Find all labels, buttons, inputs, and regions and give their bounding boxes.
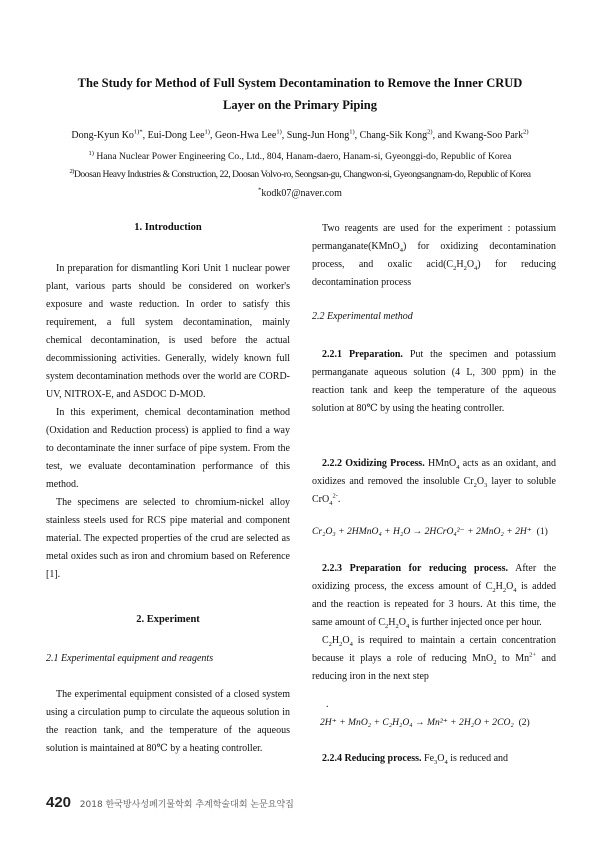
author-affiliation-mark: 1) [204,128,210,136]
text-run: is required to maintain a certain concentration because it plays a role of reducing MnO [312,635,556,664]
reagents-paragraph [312,220,556,292]
page-number: 420 [46,794,72,811]
introduction-body [46,260,290,584]
subscript: 4 [474,265,478,272]
subscript: 4 [513,587,517,594]
experiment-heading: 2. Experiment [136,614,200,625]
text-run: Fe [421,753,435,764]
run-in-heading: 2.2.3 Preparation for reducing process. [322,563,509,574]
subscript: 2 [463,265,467,272]
author-name: Dong-Kyun Ko [71,130,134,141]
reducing-process-text [312,750,556,768]
text-run: ) for oxidizing decontamination process, and oxalic acid(C [312,241,556,270]
affiliation-1 [20,150,580,164]
run-in-heading: 2.2.2 Oxidizing Process. [322,458,425,469]
reducing-prep-paragraph [312,560,556,686]
preparation-text [312,346,556,418]
text-run: O [342,635,350,646]
introduction-heading: 1. Introduction [134,222,202,233]
paper-title [40,72,560,116]
subscript: 2 [453,265,457,272]
subscript: 2 [493,659,497,666]
reducing-process-paragraph [312,750,556,768]
subscript: 4 [399,247,403,254]
text-run: is reduced and [447,753,509,764]
author-name: , Sung-Jun Hong [281,130,350,141]
author-name: , and Kwang-Soo Park [432,130,524,141]
text-run: O [506,581,514,592]
author-affiliation-mark: 1)* [133,128,143,136]
run-in-heading: 2.2.1 Preparation. [322,349,403,360]
equation-text: Cr₂O₃ + 2HMnO₄ + H₂O → 2HCrO₄²⁻ + 2MnO₂ + 2H⁺ [312,526,532,537]
text-run: H [456,259,464,270]
subscript: 2 [328,641,332,648]
subscript: 4 [406,623,410,630]
reducing-prep-text [312,560,556,632]
subscript: 2 [339,641,343,648]
subscript: 4 [349,641,353,648]
author-affiliation-mark: 2) [427,128,433,136]
subsection-2-2: 2.2 Experimental method [312,311,413,322]
text-run: layer to soluble CrO [312,476,556,505]
text-run: C [322,635,329,646]
affiliation-text: Hana Nuclear Power Engineering Co., Ltd., 804, Hanam-daero, Hanam-si, Gyeonggi-do, Republic of Korea [93,151,512,162]
corresponding-mark: * [258,186,262,194]
subsection-2-1: 2.1 Experimental equipment and reagents [46,653,214,664]
conference-name: 2018 한국방사성폐기물학회 추계학술대회 논문요약집 [79,800,294,810]
title-line-1: The Study for Method of Full System Decontamination to Remove the Inner CRUD [77,76,523,90]
text-run: . [337,494,341,505]
text-run: O [476,476,485,487]
equation-text: 2H⁺ + MnO₂ + C₂H₂O₄ → Mn²⁺ + 2H₂O + 2CO₂ [320,717,514,728]
equation-2 [320,717,530,728]
experiment-body [46,686,290,758]
reagents-text [312,220,556,292]
corresponding-email [20,188,580,199]
affiliation-2 [20,168,580,182]
text-run: and reducing iron in the next step [312,653,556,682]
author-affiliation-mark: 1) [349,128,355,136]
superscript: 2+ [529,651,537,659]
text-run: HMnO [424,458,457,469]
text-run: ) for reducing decontamination process [312,259,556,288]
text-run: Two reagents are used for the experiment : potassium permanganate(KMnO [312,223,556,252]
author-affiliation-mark: 1) [276,128,282,136]
author-name: , Eui-Dong Lee [142,130,205,141]
oxalic-acid-text [312,632,556,686]
intro-paragraph-3: The specimens are selected to chromium-nickel alloy stainless steels used for RCS pipe material and component material. The expected properties of the crud are selected as metal oxides such as iron and chromium based on Reference [1]. [46,497,290,580]
subscript: 4 [444,759,448,766]
text-run: O [437,753,445,764]
affiliation-text: Doosan Heavy Industries & Construction, 22, Doosan Volvo-ro, Seongsan-gu, Changwon-si, Gyeongsangnam-do, Republic of Korea [73,169,531,180]
intro-paragraph-2: In this experiment, chemical decontamination method (Oxidation and Reduction process) is applied to find a way to decontaminate the inner surface of pipe system. From the test, we evaluate decontamination performance of this method. [46,407,290,490]
intro-paragraph-1: In preparation for dismantling Kori Unit 1 nuclear power plant, various parts should be considered on worker's exposure and waste reduction. In order to satisfy this requirement, a full system decontamination, mainly chemical decontamination, is used before the actual decommissioning activities. Generally, widely known full system decontamination methods over the world are CORD-UV, NITROX-E, and ASDOC D-MOD. [46,263,290,400]
oxidizing-text [312,455,556,509]
subscript: 3 [484,482,488,489]
oxidizing-paragraph [312,455,556,509]
author-affiliation-mark: 2) [523,128,529,136]
text-run: H [388,617,396,628]
subscript: 4 [456,464,460,471]
subscript: 2 [395,623,399,630]
page-footer [46,794,294,811]
author-name: , Geon-Hwa Lee [209,130,277,141]
text-run: to Mn [496,653,530,664]
subscript: 2 [473,482,477,489]
experiment-paragraph-1: The experimental equipment consisted of a closed system using a circulation pump to circulate the aqueous solution in the reaction tank, and the temperature of the aqueous solution is maintained at 80℃ by a heating controller. [46,689,290,754]
text-run: acts as an oxidant, and oxidizes and removed the insoluble Cr [312,458,557,487]
equation-1 [312,526,548,537]
text-run: H [495,581,503,592]
subscript: 3 [434,759,438,766]
equation-number: (2) [518,717,530,728]
subscript: 2 [385,623,389,630]
text-run: O [398,617,407,628]
equation-number: (1) [536,526,548,537]
stray-dot: . [326,699,329,710]
text-run: is further injected once per hour. [409,617,542,628]
author-name: , Chang-Sik Kong [354,130,428,141]
superscript: 2- [332,492,338,500]
email-text: kodk07@naver.com [261,188,342,199]
text-run: O [466,259,475,270]
affiliation-mark: 1) [88,149,94,157]
author-list [30,128,570,144]
text-run: After the oxidizing process, the excess amount of C [312,563,557,592]
text-run: H [331,635,340,646]
text-run: Put the specimen and potassium permanganate aqueous solution (4 L, 300 ppm) in the reaction tank and keep the temperature of the aqueous solution at 80℃ by using the heating controller. [312,349,556,414]
subscript: 2 [492,587,496,594]
title-line-2: Layer on the Primary Piping [223,98,377,112]
subscript: 2 [502,587,507,594]
text-run: is added and the reaction is repeated for 3 hours. At this time, the same amount of C [312,581,557,628]
run-in-heading: 2.2.4 Reducing process. [322,753,422,764]
preparation-paragraph [312,346,556,418]
subscript: 4 [329,500,333,507]
affiliation-mark: 2) [69,167,74,175]
